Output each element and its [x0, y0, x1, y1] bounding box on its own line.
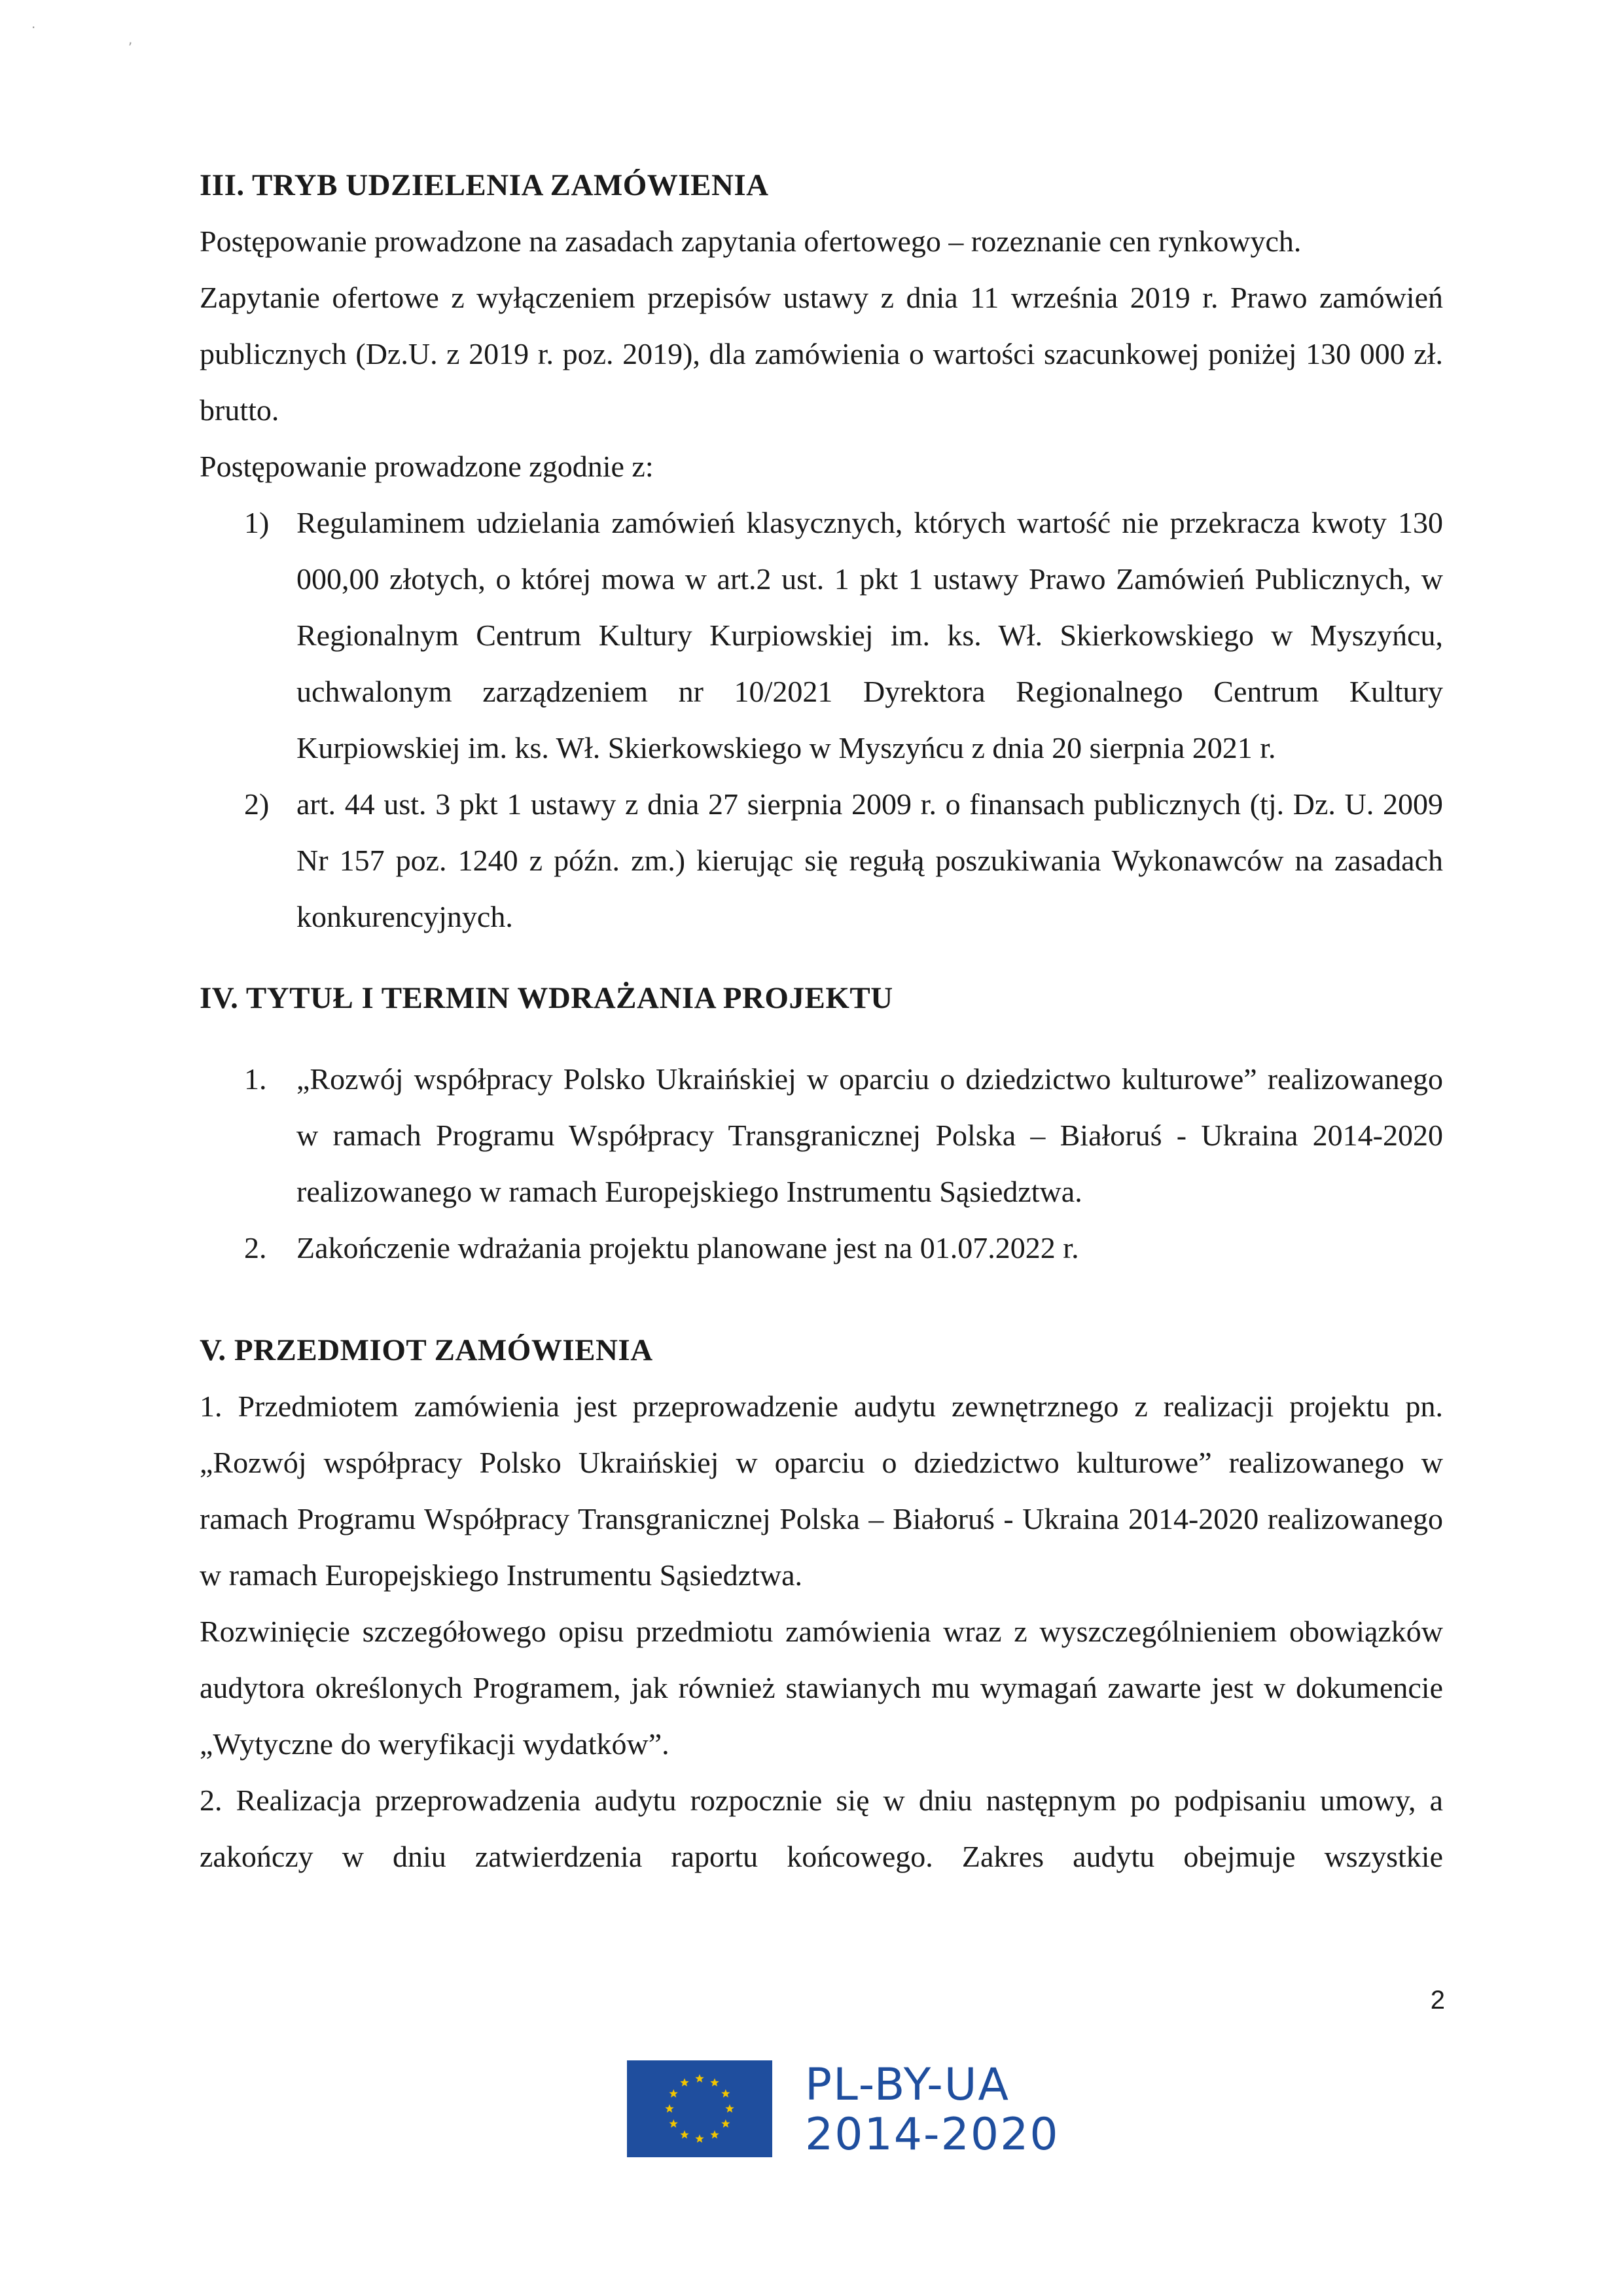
list-item-number: 1): [244, 506, 270, 539]
eu-flag-stars: [627, 2060, 772, 2157]
eu-star-icon: [710, 2130, 719, 2139]
section-3-heading: III. TRYB UDZIELENIA ZAMÓWIENIA: [200, 168, 769, 202]
section-3-paragraph-1: Postępowanie prowadzone na zasadach zapytania ofertowego – rozeznanie cen rynkowych.: [200, 224, 1302, 258]
list-item-number: 2): [244, 787, 270, 821]
list-item: [200, 1220, 1443, 1276]
section-4-heading: IV. TYTUŁ I TERMIN WDRAŻANIA PROJEKTU: [200, 981, 893, 1015]
eu-flag-icon: [627, 2060, 772, 2157]
section-3-paragraph-2: Zapytanie ofertowe z wyłączeniem przepisów ustawy z dnia 11 września 2019 r. Prawo zamówień publicznych (Dz.U. z 2019 r. poz. 2019), dla zamówienia o wartości szacunkowej poniżej 130 000 zł. brutto.: [200, 281, 1443, 427]
section-5-paragraph-3: 2. Realizacja przeprowadzenia audytu rozpocznie się w dniu następnym po podpisaniu umowy, a zakończy w dniu zatwierdzenia raportu końcowego. Zakres audytu obejmuje wszystkie: [200, 1784, 1443, 1873]
list-item-text: Zakończenie wdrażania projektu planowane jest na 01.07.2022 r.: [296, 1231, 1079, 1265]
eu-star-icon: [695, 2074, 704, 2083]
list-item-number: 2.: [244, 1231, 267, 1265]
eu-star-icon: [721, 2119, 730, 2128]
eu-star-icon: [669, 2089, 678, 2098]
section-4: [200, 970, 1443, 1276]
program-logo: [627, 2060, 1085, 2165]
list-item-text: art. 44 ust. 3 pkt 1 ustawy z dnia 27 sierpnia 2009 r. o finansach publicznych (tj. Dz. U. 2009 Nr 157 poz. 1240 z późn. zm.) kierując się regułą poszukiwania Wykonawców na zasadach konkurencyjnych.: [296, 787, 1443, 933]
list-item-text: Regulaminem udzielania zamówień klasycznych, których wartość nie przekracza kwoty 130 000,00 złotych, o której mowa w art.2 ust. 1 pkt 1 ustawy Prawo Zamówień Publicznych, w Regionalnym Centrum Kultury Kurpiowskiej im. ks. Wł. Skierkowskiego w Myszyńcu, uchwalonym zarządzeniem nr 10/2021 Dyrektora Regionalnego Centrum Kultury Kurpiowskiej im. ks. Wł. Skierkowskiego w Myszyńcu z dnia 20 sierpnia 2021 r.: [296, 506, 1443, 764]
eu-star-icon: [680, 2078, 688, 2087]
eu-star-icon: [721, 2089, 730, 2098]
page-number: 2: [1430, 1986, 1445, 2015]
eu-star-icon: [725, 2104, 734, 2113]
document-body: [200, 157, 1443, 1885]
section-5-paragraph-2: Rozwinięcie szczegółowego opisu przedmiotu zamówienia wraz z wyszczególnieniem obowiązków audytora określonych Programem, jak również stawianych mu wymagań zawarte jest w dokumencie „Wytyczne do weryfikacji wydatków”.: [200, 1615, 1443, 1761]
section-5-paragraph-1: 1. Przedmiotem zamówienia jest przeprowadzenie audytu zewnętrznego z realizacji projektu pn. „Rozwój współpracy Polsko Ukraińskiej w oparciu o dziedzictwo kulturowe” realizowanego w ramach Programu Współpracy Transgranicznej Polska – Białoruś - Ukraina 2014-2020 realizowanego w ramach Europejskiego Instrumentu Sąsiedztwa.: [200, 1390, 1443, 1592]
list-item-number: 1.: [244, 1062, 267, 1096]
list-item: [200, 1051, 1443, 1220]
logo-line-1: PL-BY-UA: [805, 2059, 1010, 2111]
list-item: [200, 776, 1443, 945]
scan-speck: ·: [31, 20, 36, 35]
logo-text: [805, 2060, 1060, 2160]
list-item-text: „Rozwój współpracy Polsko Ukraińskiej w oparciu o dziedzictwo kulturowe” realizowanego w ramach Programu Współpracy Transgranicznej Polska – Białoruś - Ukraina 2014-2020 realizowanego w ramach Europejskiego Instrumentu Sąsiedztwa.: [296, 1062, 1443, 1208]
scan-speck: ,: [128, 31, 133, 47]
eu-star-icon: [680, 2130, 688, 2139]
section-3: [200, 157, 1443, 945]
eu-star-icon: [695, 2134, 704, 2143]
list-item: [200, 495, 1443, 776]
section-5-heading: V. PRZEDMIOT ZAMÓWIENIA: [200, 1333, 653, 1367]
eu-star-icon: [710, 2078, 719, 2087]
eu-star-icon: [669, 2119, 678, 2128]
section-5: [200, 1322, 1443, 1885]
section-3-paragraph-3: Postępowanie prowadzone zgodnie z:: [200, 450, 654, 483]
section-3-list: [200, 495, 1443, 945]
eu-star-icon: [665, 2104, 673, 2113]
logo-line-2: 2014-2020: [805, 2109, 1060, 2161]
section-4-list: [200, 1051, 1443, 1276]
